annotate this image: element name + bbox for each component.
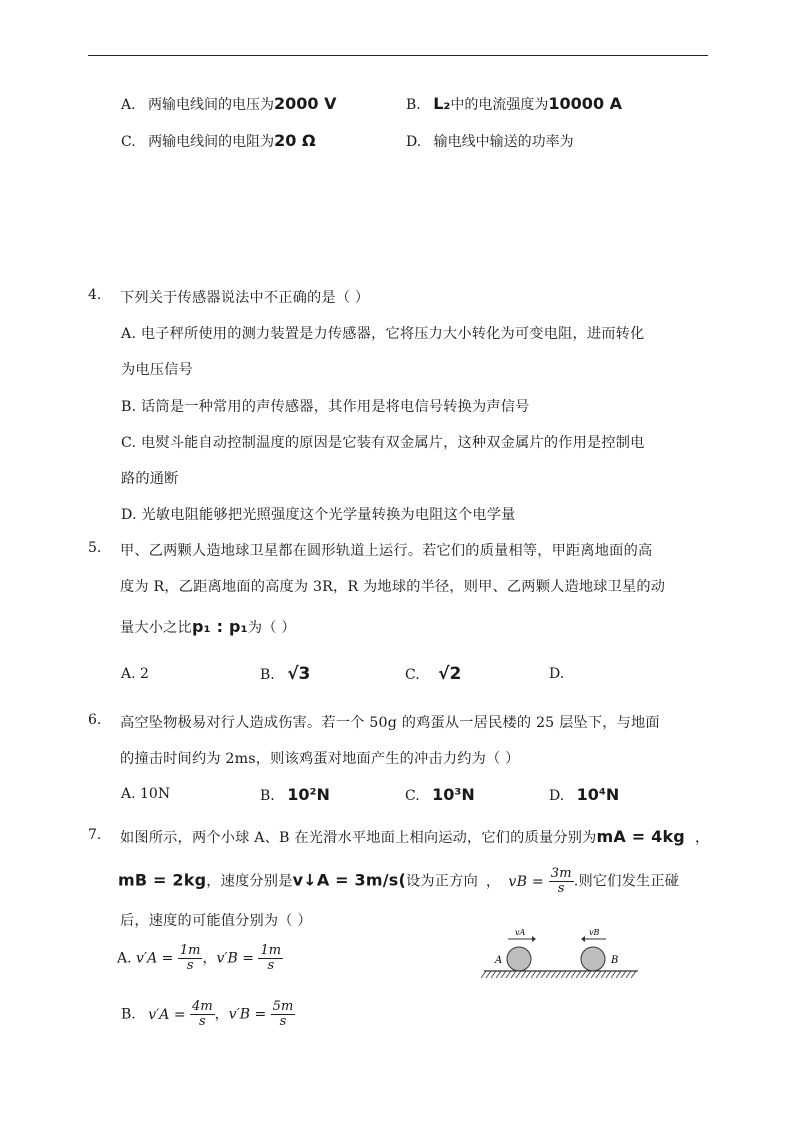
q6-option-b xyxy=(260,785,330,804)
hatch-line xyxy=(606,971,611,978)
option-label: A. xyxy=(117,950,132,967)
q7-line1-text: 如图所示，两个小球 A、B 在光滑水平地面上相向运动，它们的质量分别为 xyxy=(120,830,597,846)
q5-line2: 度为 R，乙距离地面的高度为 3R，R 为地球的半径，则甲、乙两颗人造地球卫星的动 xyxy=(120,579,666,595)
option-label: B. xyxy=(406,97,421,113)
q5-option-b xyxy=(260,664,310,684)
option-math: v′A = xyxy=(136,950,174,967)
fraction-numerator: 1m xyxy=(179,943,201,958)
sqrt-2: √2 xyxy=(438,664,462,684)
hatch-line xyxy=(481,971,486,978)
hatch-line xyxy=(611,971,616,978)
q4-option-b: B. 话筒是一种常用的声传感器，其作用是将电信号转换为声信号 xyxy=(121,399,530,415)
hatch-line xyxy=(586,971,591,978)
option-math: 10⁴N xyxy=(576,785,620,804)
q3-option-c xyxy=(121,131,316,151)
option-math: 10³N xyxy=(432,785,475,804)
q4-option-a-line2: 为电压信号 xyxy=(121,362,193,378)
q7-line1 xyxy=(120,827,709,847)
hatch-line xyxy=(511,971,516,978)
collision-figure xyxy=(478,922,643,984)
q5-line3-text: 量大小之比 xyxy=(120,620,192,636)
hatch-line xyxy=(576,971,581,978)
hatch-line xyxy=(631,971,636,978)
option-label: B. xyxy=(121,1006,136,1023)
q7-line2-end: .则它们发生正碰 xyxy=(573,873,680,890)
option-label: B. xyxy=(260,788,275,804)
fraction-numerator: 4m xyxy=(192,999,213,1014)
q7-option-a xyxy=(117,944,283,973)
q3-option-d xyxy=(406,131,574,151)
hatch-line xyxy=(541,971,546,978)
option-fraction xyxy=(271,1000,296,1029)
fraction-denominator: s xyxy=(186,958,194,973)
fraction-numerator: 1m xyxy=(260,943,282,958)
hatch-line xyxy=(521,971,526,978)
q4-option-d: D. 光敏电阻能够把光照强度这个光学量转换为电阻这个电学量 xyxy=(121,507,516,523)
q6-option-a: A. 10N xyxy=(121,786,171,802)
velocity-b: vB = xyxy=(508,873,549,890)
q4-number: 4. xyxy=(88,287,102,303)
hatch-line xyxy=(491,971,496,978)
q4-option-c-line2: 路的通断 xyxy=(121,471,179,487)
fraction-numerator: 3m xyxy=(550,866,572,881)
fraction-denominator: s xyxy=(199,1014,206,1029)
q5-option-c xyxy=(405,664,461,684)
hatch-line xyxy=(506,971,511,978)
option-math: L₂ xyxy=(433,94,451,113)
fraction-denominator: s xyxy=(267,958,275,973)
velocity-a: v↓A = 3m/s( xyxy=(292,870,407,890)
q3-option-a xyxy=(121,94,337,114)
label-b: B xyxy=(611,955,619,966)
momentum-ratio: p₁ : p₁ xyxy=(191,617,248,636)
option-math: 2000 V xyxy=(274,94,337,113)
ground-hatching xyxy=(481,971,636,978)
q7-line3: 后，速度的可能值分别为（ ） xyxy=(120,913,312,929)
hatch-line xyxy=(596,971,601,978)
option-text: 输电线中输送的功率为 xyxy=(433,134,574,150)
option-label: D. xyxy=(549,788,565,804)
q6-line2: 的撞击时间约为 2ms，则该鸡蛋对地面产生的冲击力约为（ ） xyxy=(120,751,520,767)
mass-b: mB = 2kg xyxy=(118,870,207,890)
option-text: 两输电线间的电压为 xyxy=(148,97,275,113)
option-label: D. xyxy=(406,134,422,150)
fraction-denominator: s xyxy=(279,1014,287,1029)
option-text: 两输电线间的电阻为 xyxy=(148,134,275,150)
hatch-line xyxy=(526,971,531,978)
hatch-line xyxy=(601,971,606,978)
hatch-line xyxy=(571,971,576,978)
q7-number: 7. xyxy=(88,827,102,843)
hatch-line xyxy=(556,971,561,978)
q7-option-b xyxy=(121,1000,295,1029)
q6-option-c xyxy=(405,785,475,804)
q4-option-c-line1: C. 电熨斗能自动控制温度的原因是它装有双金属片，这种双金属片的作用是控制电 xyxy=(121,435,645,451)
option-math: v′A = xyxy=(148,1006,186,1023)
hatch-line xyxy=(531,971,536,978)
hatch-line xyxy=(496,971,501,978)
label-va: vA xyxy=(515,928,526,937)
label-vb: vB xyxy=(589,928,600,937)
option-math: 10²N xyxy=(287,785,330,804)
ball-a xyxy=(507,947,531,971)
header-rule xyxy=(88,55,708,56)
q7-line2-comma: ， xyxy=(485,873,501,890)
label-a: A xyxy=(495,955,503,966)
option-math: v′B = xyxy=(228,1006,271,1023)
option-fraction xyxy=(178,944,203,973)
option-fraction xyxy=(190,1000,215,1029)
option-label: C. xyxy=(405,788,420,804)
hatch-line xyxy=(621,971,626,978)
hatch-line xyxy=(551,971,556,978)
hatch-line xyxy=(561,971,566,978)
q7-line2-text2: 设为正方向 xyxy=(406,873,478,890)
option-math: 10000 A xyxy=(548,94,623,113)
q3-option-b xyxy=(406,94,622,114)
mass-a: mA = 4kg xyxy=(596,827,685,846)
q4-option-a-line1: A. 电子秤所使用的测力装置是力传感器，它将压力大小转化为可变电阻，进而转化 xyxy=(121,326,645,342)
hatch-line xyxy=(591,971,596,978)
hatch-line xyxy=(501,971,506,978)
sqrt-3: √3 xyxy=(287,664,311,684)
option-label: A. xyxy=(121,97,136,113)
fraction-denominator: s xyxy=(557,881,565,896)
hatch-line xyxy=(626,971,631,978)
option-separator: ， xyxy=(202,950,217,967)
q5-option-a: A. 2 xyxy=(121,666,149,682)
q5-number: 5. xyxy=(88,540,102,556)
q6-line1: 高空坠物极易对行人造成伤害。若一个 50g 的鸡蛋从一居民楼的 25 层坠下，与地面 xyxy=(120,715,660,731)
hatch-line xyxy=(516,971,521,978)
q5-option-d: D. xyxy=(549,666,565,682)
option-text: 中的电流强度为 xyxy=(450,97,549,113)
option-separator: ， xyxy=(214,1006,229,1023)
velocity-b-fraction xyxy=(549,867,574,896)
hatch-line xyxy=(616,971,621,978)
hatch-line xyxy=(566,971,571,978)
option-fraction xyxy=(258,944,283,973)
option-label: C. xyxy=(121,134,136,150)
q6-number: 6. xyxy=(88,712,102,728)
option-label: B. xyxy=(260,667,275,683)
hatch-line xyxy=(546,971,551,978)
option-label: C. xyxy=(405,667,420,683)
hatch-line xyxy=(536,971,541,978)
q6-option-d xyxy=(549,785,619,804)
q5-line3-end: 为（ ） xyxy=(247,620,296,636)
fraction-numerator: 5m xyxy=(272,999,294,1014)
q5-line3 xyxy=(120,617,296,637)
q7-line2 xyxy=(118,867,679,896)
option-math: 20 Ω xyxy=(274,131,316,150)
hatch-line xyxy=(581,971,586,978)
hatch-line xyxy=(486,971,491,978)
q5-line1: 甲、乙两颗人造地球卫星都在圆形轨道上运行。若它们的质量相等，甲距离地面的高 xyxy=(120,543,653,559)
ball-b xyxy=(581,947,605,971)
q4-stem: 下列关于传感器说法中不正确的是（ ） xyxy=(120,290,370,306)
q7-line1-end: ， xyxy=(694,830,710,846)
option-math: v′B = xyxy=(216,950,255,967)
q7-line2-text: ，速度分别是 xyxy=(206,873,293,890)
